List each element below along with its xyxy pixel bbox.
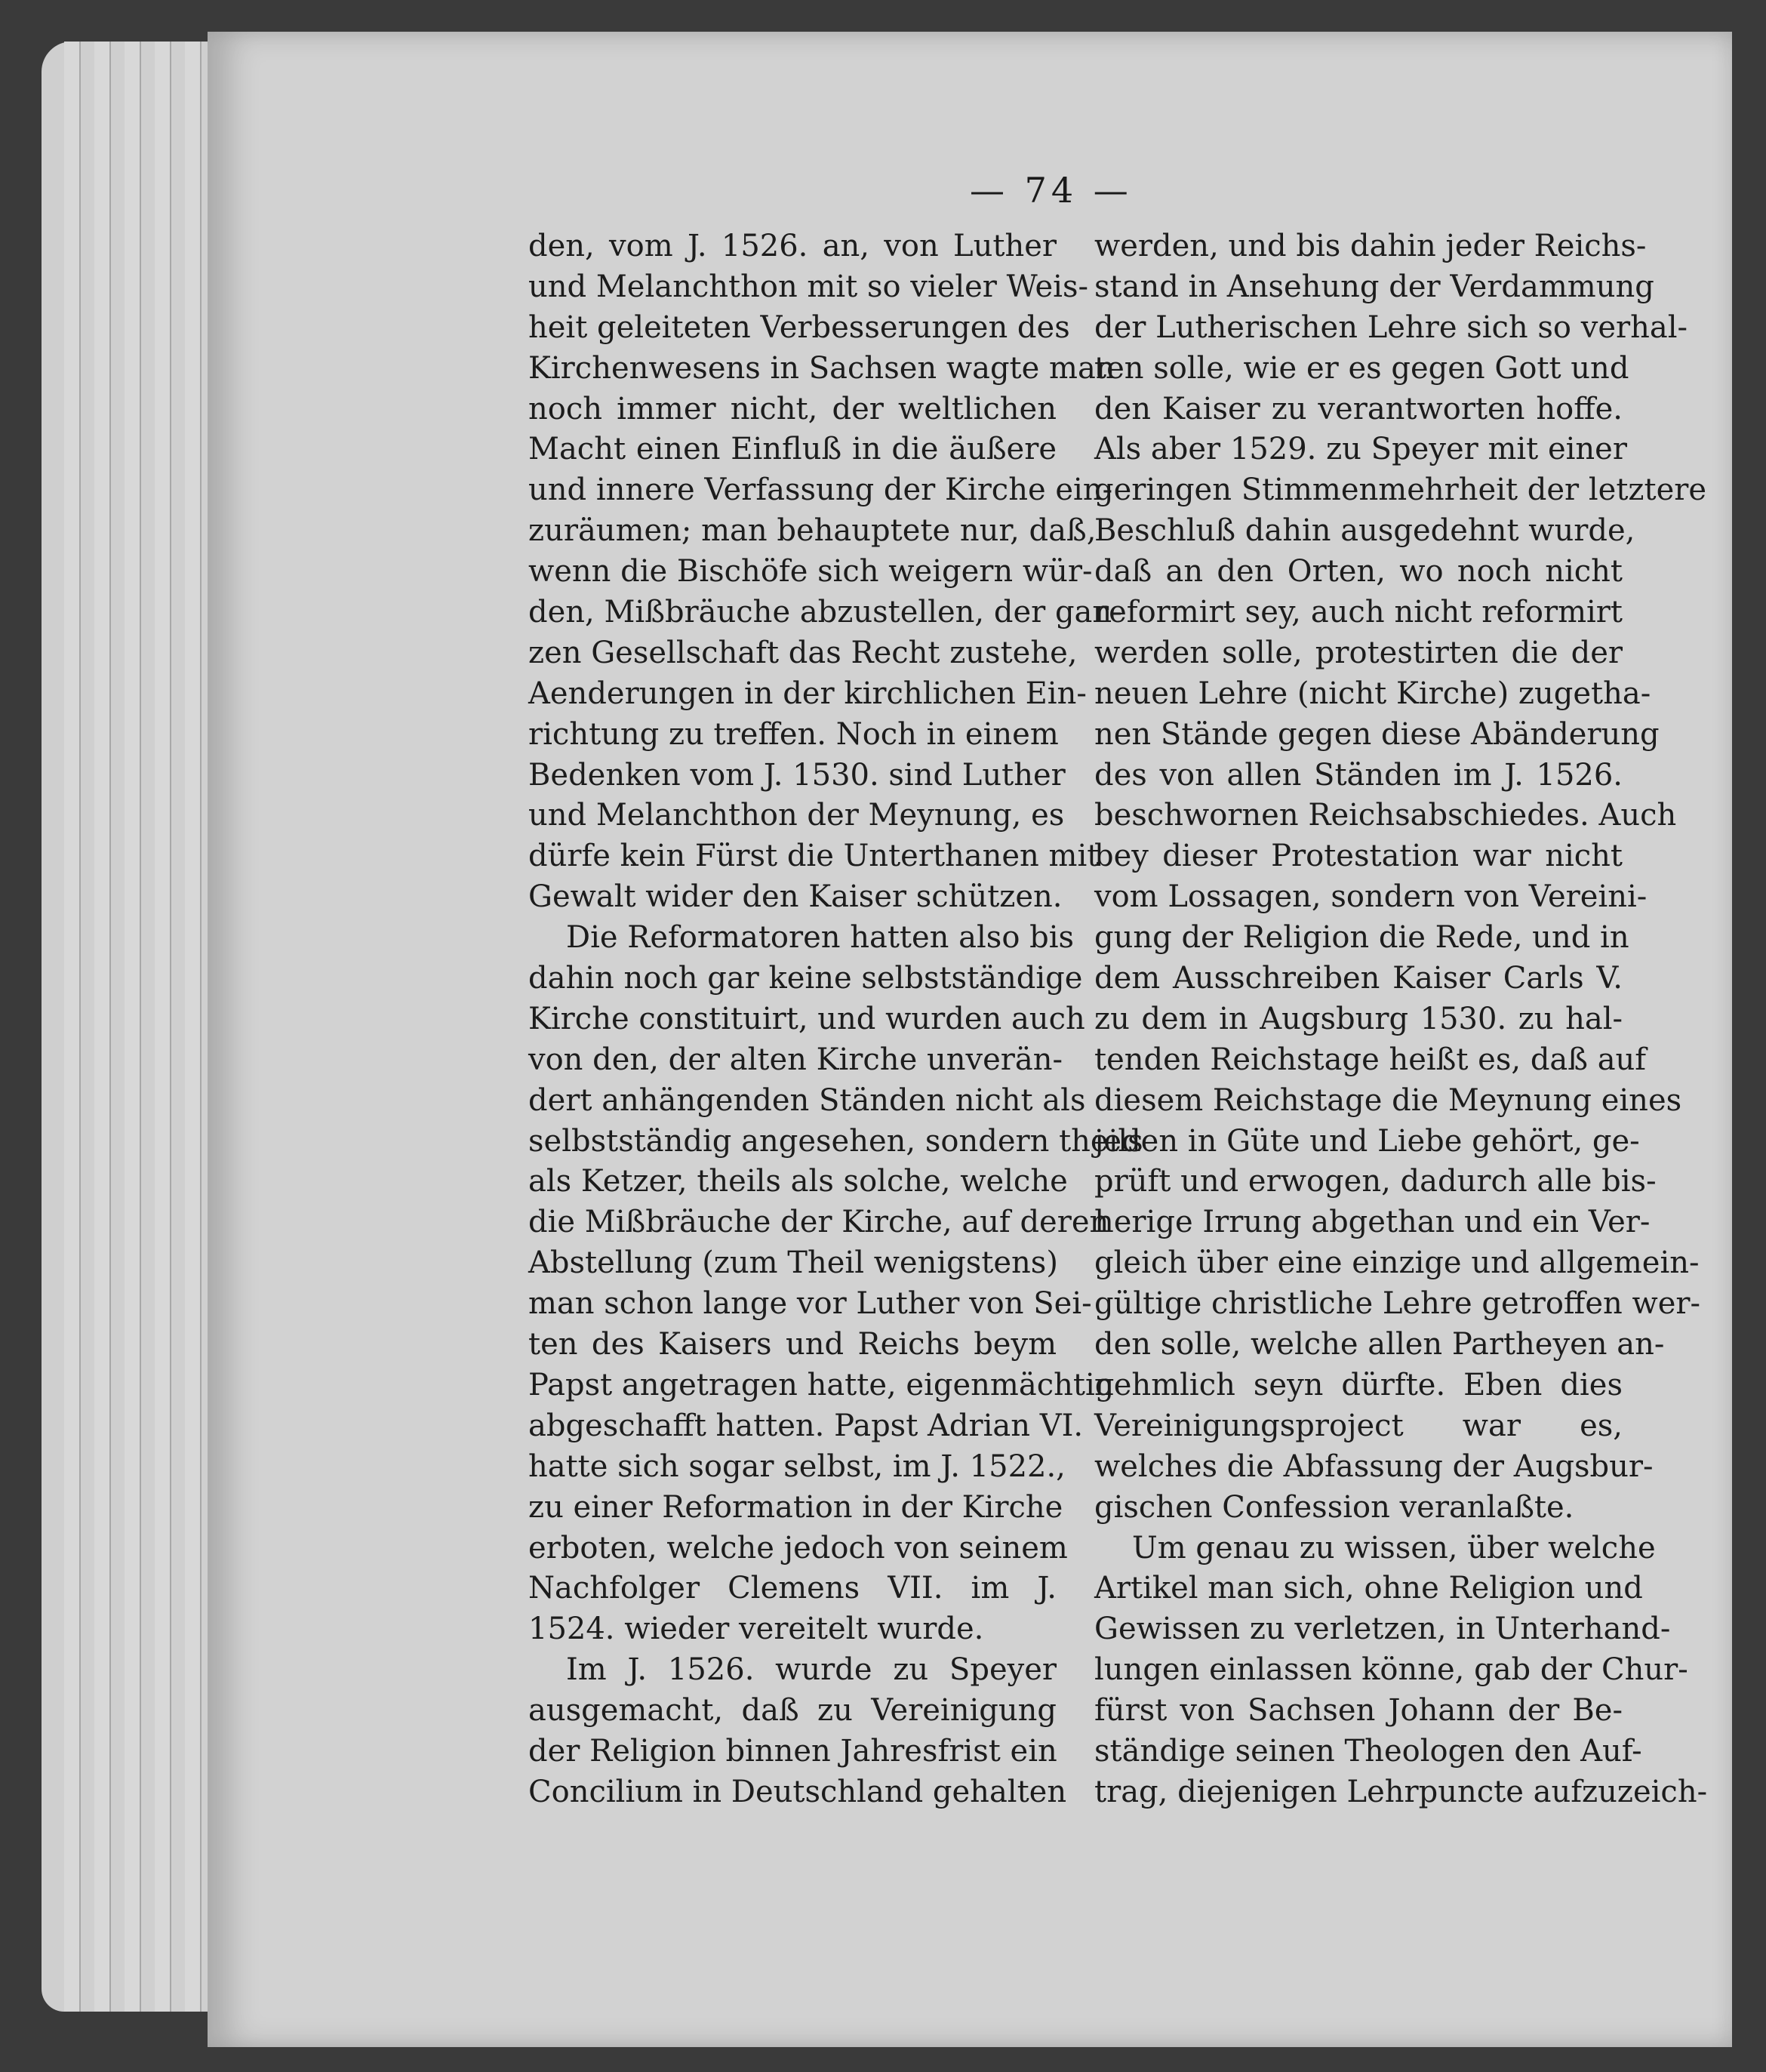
text-line: Artikel man sich, ohne Religion und [1094, 1571, 1643, 1606]
text-line: diesem Reichstage die Meynung eines [1094, 1082, 1682, 1118]
text-line: vom Lossagen, sondern von Vereini- [1094, 879, 1648, 915]
text-line: bey dieser Protestation war nicht [1094, 839, 1623, 874]
text-line: jeden in Güte und Liebe gehört, ge- [1094, 1123, 1640, 1159]
text-line: den, Mißbräuche abzustellen, der gan- [528, 595, 1122, 630]
right-text-column [1094, 226, 1708, 1813]
text-line: ten solle, wie er es gegen Gott und [1094, 350, 1629, 386]
text-line: dahin noch gar keine selbstständige [528, 961, 1083, 996]
text-line: Beschluß dahin ausgedehnt wurde, [1094, 513, 1635, 549]
text-line: und Melanchthon mit so vieler Weis- [528, 269, 1088, 304]
text-line: richtung zu treffen. Noch in einem [528, 716, 1059, 752]
text-line: hatte sich sogar selbst, im J. 1522., [528, 1449, 1066, 1484]
text-line: werden, und bis dahin jeder Reichs- [1094, 229, 1647, 263]
text-line: wenn die Bischöfe sich weigern wür- [528, 554, 1093, 590]
page-edge [64, 42, 81, 2012]
text-line: von den, der alten Kirche unverän- [528, 1042, 1063, 1077]
text-line: neuen Lehre (nicht Kirche) zugetha- [1094, 676, 1651, 711]
text-line: werden solle, protestirten die der [1094, 635, 1623, 670]
text-line: Aenderungen in der kirchlichen Ein- [528, 676, 1087, 711]
text-line: nehmlich seyn dürfte. Eben dies [1094, 1367, 1623, 1402]
text-line: erboten, welche jedoch von seinem [528, 1530, 1068, 1566]
text-line: beschwornen Reichsabschiedes. Auch [1094, 798, 1677, 833]
text-line: der Religion binnen Jahresfrist ein [528, 1733, 1057, 1769]
text-line: Als aber 1529. zu Speyer mit einer [1094, 432, 1627, 467]
book-page-edges [42, 42, 223, 2012]
text-line: Macht einen Einfluß in die äußere [528, 432, 1057, 467]
text-line: ten des Kaisers und Reichs beym [528, 1327, 1057, 1362]
text-line: geringen Stimmenmehrheit der letztere [1094, 473, 1707, 508]
text-line: Gewalt wider den Kaiser schützen. [528, 879, 1063, 915]
text-line: Gewissen zu verletzen, in Unterhand- [1094, 1612, 1671, 1647]
text-line: die Mißbräuche der Kirche, auf deren [528, 1205, 1109, 1240]
text-line: 1524. wieder vereitelt wurde. [528, 1612, 984, 1647]
text-line: und Melanchthon der Meynung, es [528, 798, 1065, 833]
page-edge [155, 42, 171, 2012]
text-line: Im J. 1526. wurde zu Speyer [566, 1652, 1057, 1688]
text-line: dürfe kein Fürst die Unterthanen mit [528, 839, 1100, 874]
text-line: herige Irrung abgethan und ein Ver- [1094, 1205, 1651, 1240]
text-line: Kirche constituirt, und wurden auch [528, 1001, 1085, 1036]
text-line: den solle, welche allen Partheyen an- [1094, 1327, 1665, 1362]
text-line: ausgemacht, daß zu Vereinigung [528, 1693, 1057, 1729]
text-line: daß an den Orten, wo noch nicht [1094, 554, 1623, 590]
text-line: Papst angetragen hatte, eigenmächtig [528, 1367, 1115, 1402]
text-line: Concilium in Deutschland gehalten [528, 1774, 1067, 1809]
text-line: ständige seinen Theologen den Auf- [1094, 1733, 1642, 1769]
text-line: abgeschafft hatten. Papst Adrian VI. [528, 1408, 1084, 1443]
text-line: und innere Verfassung der Kirche ein- [528, 473, 1113, 508]
text-line: man schon lange vor Luther von Sei- [528, 1286, 1092, 1322]
text-line: Abstellung (zum Theil wenigstens) [528, 1245, 1058, 1281]
text-line: selbstständig angesehen, sondern theils [528, 1123, 1143, 1159]
text-line: zu einer Reformation in der Kirche [528, 1489, 1063, 1525]
text-line: zu dem in Augsburg 1530. zu hal- [1094, 1001, 1623, 1036]
text-line: zen Gesellschaft das Recht zustehe, [528, 635, 1078, 670]
text-line: nen Stände gegen diese Abänderung [1094, 716, 1660, 752]
text-line: den Kaiser zu verantworten hoffe. [1094, 391, 1623, 426]
text-line: stand in Ansehung der Verdammung [1094, 269, 1654, 304]
text-line: gung der Religion die Rede, und in [1094, 920, 1629, 956]
text-line: dert anhängenden Ständen nicht als [528, 1082, 1086, 1118]
text-line: Bedenken vom J. 1530. sind Luther [528, 757, 1066, 793]
page-edge [94, 42, 111, 2012]
text-line: prüft und erwogen, dadurch alle bis- [1094, 1164, 1657, 1199]
text-line: Vereinigungsproject war es, [1094, 1408, 1623, 1443]
text-line: Um genau zu wissen, über welche [1132, 1530, 1656, 1566]
text-line: der Lutherischen Lehre sich so verhal- [1094, 309, 1688, 345]
text-line: als Ketzer, theils als solche, welche [528, 1164, 1068, 1199]
text-line: dem Ausschreiben Kaiser Carls V. [1094, 961, 1623, 996]
text-line: gleich über eine einzige und allgemein- [1094, 1245, 1700, 1281]
text-line: noch immer nicht, der weltlichen [528, 391, 1057, 426]
text-line: heit geleiteten Verbesserungen des [528, 309, 1070, 345]
text-line: welches die Abfassung der Augsbur- [1094, 1449, 1654, 1484]
page-edge [125, 42, 141, 2012]
text-line: fürst von Sachsen Johann der Be- [1094, 1693, 1623, 1729]
text-line: des von allen Ständen im J. 1526. [1094, 757, 1623, 793]
text-line: Nachfolger Clemens VII. im J. [528, 1571, 1057, 1606]
text-line: lungen einlassen könne, gab der Chur- [1094, 1652, 1688, 1688]
page-edge [185, 42, 202, 2012]
page-number: — 74 — [970, 170, 1133, 211]
text-line: gischen Confession veranlaßte. [1094, 1489, 1574, 1525]
text-line: zuräumen; man behauptete nur, daß, [528, 513, 1097, 549]
left-text-column [528, 226, 1143, 1813]
text-line: tenden Reichstage heißt es, daß auf [1094, 1042, 1647, 1077]
text-line: reformirt sey, auch nicht reformirt [1094, 595, 1623, 630]
text-line: trag, diejenigen Lehrpuncte aufzuzeich- [1094, 1774, 1708, 1809]
text-line: Die Reformatoren hatten also bis [566, 920, 1075, 956]
text-line: gültige christliche Lehre getroffen wer- [1094, 1286, 1701, 1322]
text-line: Kirchenwesens in Sachsen wagte man [528, 350, 1115, 386]
text-line: den, vom J. 1526. an, von Luther [528, 229, 1057, 263]
